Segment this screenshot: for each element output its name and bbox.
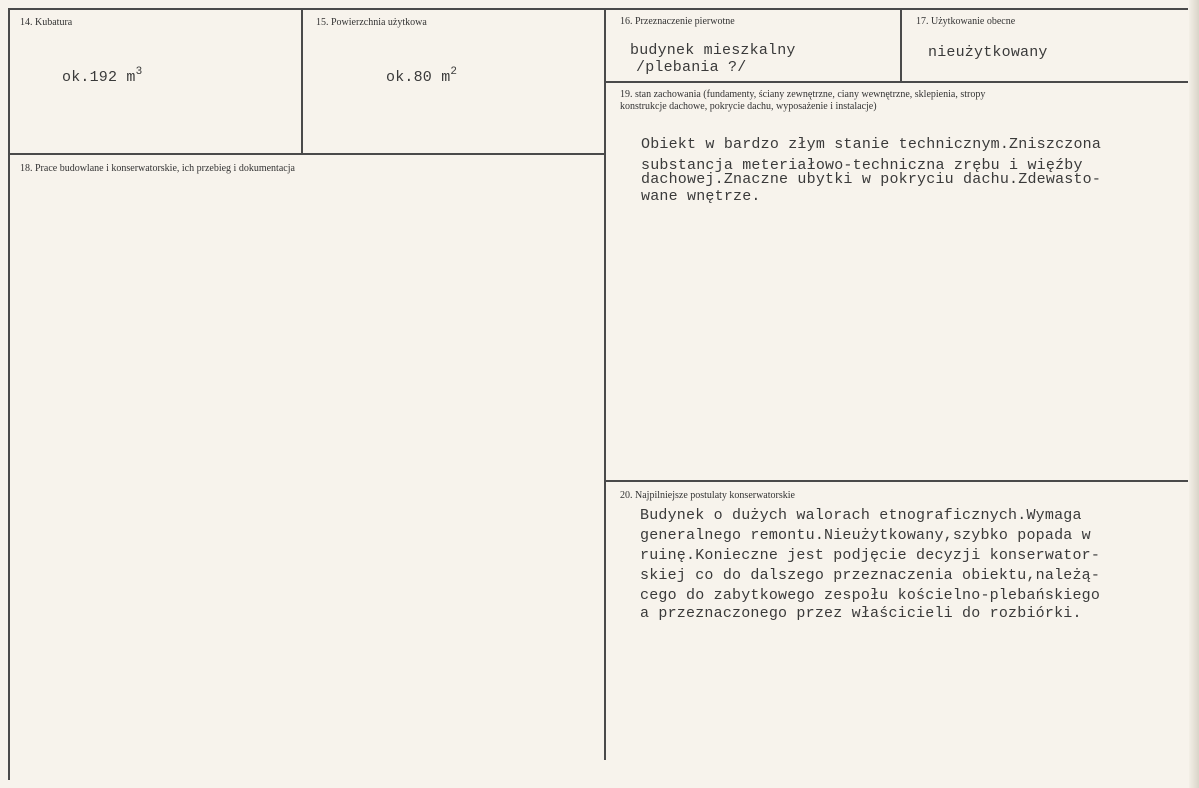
field-18-label: 18. Prace budowlane i konserwatorskie, ich przebieg i dokumentacja xyxy=(20,163,295,174)
field-14-label: 14. Kubatura xyxy=(20,17,73,28)
page-edge-shadow xyxy=(1189,0,1199,788)
field-17-label: 17. Użytkowanie obecne xyxy=(916,16,1016,27)
field-16-line-1: budynek mieszkalny xyxy=(630,42,796,59)
divider-f19-f20 xyxy=(604,480,1188,482)
field-20-line-6: a przeznaczonego przez właścicieli do rozbiórki. xyxy=(640,605,1082,622)
field-17-value: nieużytkowany xyxy=(928,44,1048,61)
field-19-line-3: dachowej.Znaczne ubytki w pokryciu dachu.Zdewasto- xyxy=(641,171,1102,188)
field-15-value-sup: 2 xyxy=(450,66,458,78)
field-19-label-line-2: konstrukcje dachowe, pokrycie dachu, wyposażenie i instalacje) xyxy=(620,101,877,112)
field-20-line-4: skiej co do dalszego przeznaczenia obiektu,należą- xyxy=(640,567,1101,584)
field-15-label: 15. Powierzchnia użytkowa xyxy=(316,17,427,28)
field-19-line-2: substancja meteriałowo-techniczna zrębu i więźby xyxy=(641,157,1083,174)
divider-row1-left xyxy=(8,153,604,155)
left-border xyxy=(8,8,10,780)
center-divider xyxy=(604,8,606,760)
divider-row1-right xyxy=(604,81,1188,83)
field-14-value xyxy=(62,62,142,88)
field-14-value-main: ok.192 m xyxy=(62,69,136,86)
field-15-value xyxy=(386,62,457,88)
field-20-line-3: ruinę.Konieczne jest podjęcie decyzji konserwator- xyxy=(640,547,1101,564)
field-20-line-1: Budynek o dużych walorach etnograficznych.Wymaga xyxy=(640,507,1082,524)
divider-f16-f17 xyxy=(900,8,902,82)
top-border xyxy=(8,8,1188,10)
field-19-label-line-1: 19. stan zachowania (fundamenty, ściany zewnętrzne, ciany wewnętrzne, sklepienia, stropy xyxy=(620,89,986,100)
field-16-label: 16. Przeznaczenie pierwotne xyxy=(620,16,735,27)
divider-f14-f15 xyxy=(301,8,303,154)
field-14-value-sup: 3 xyxy=(135,66,143,78)
field-16-line-2: /plebania ?/ xyxy=(636,59,747,76)
field-20-line-2: generalnego remontu.Nieużytkowany,szybko popada w xyxy=(640,527,1091,544)
field-20-label: 20. Najpilniejsze postulaty konserwatorskie xyxy=(620,490,795,501)
field-15-value-main: ok.80 m xyxy=(386,69,451,86)
field-19-line-1: Obiekt w bardzo złym stanie technicznym.Zniszczona xyxy=(641,136,1102,153)
field-19-line-4: wane wnętrze. xyxy=(641,188,761,205)
field-20-line-5: cego do zabytkowego zespołu kościelno-plebańskiego xyxy=(640,587,1101,604)
